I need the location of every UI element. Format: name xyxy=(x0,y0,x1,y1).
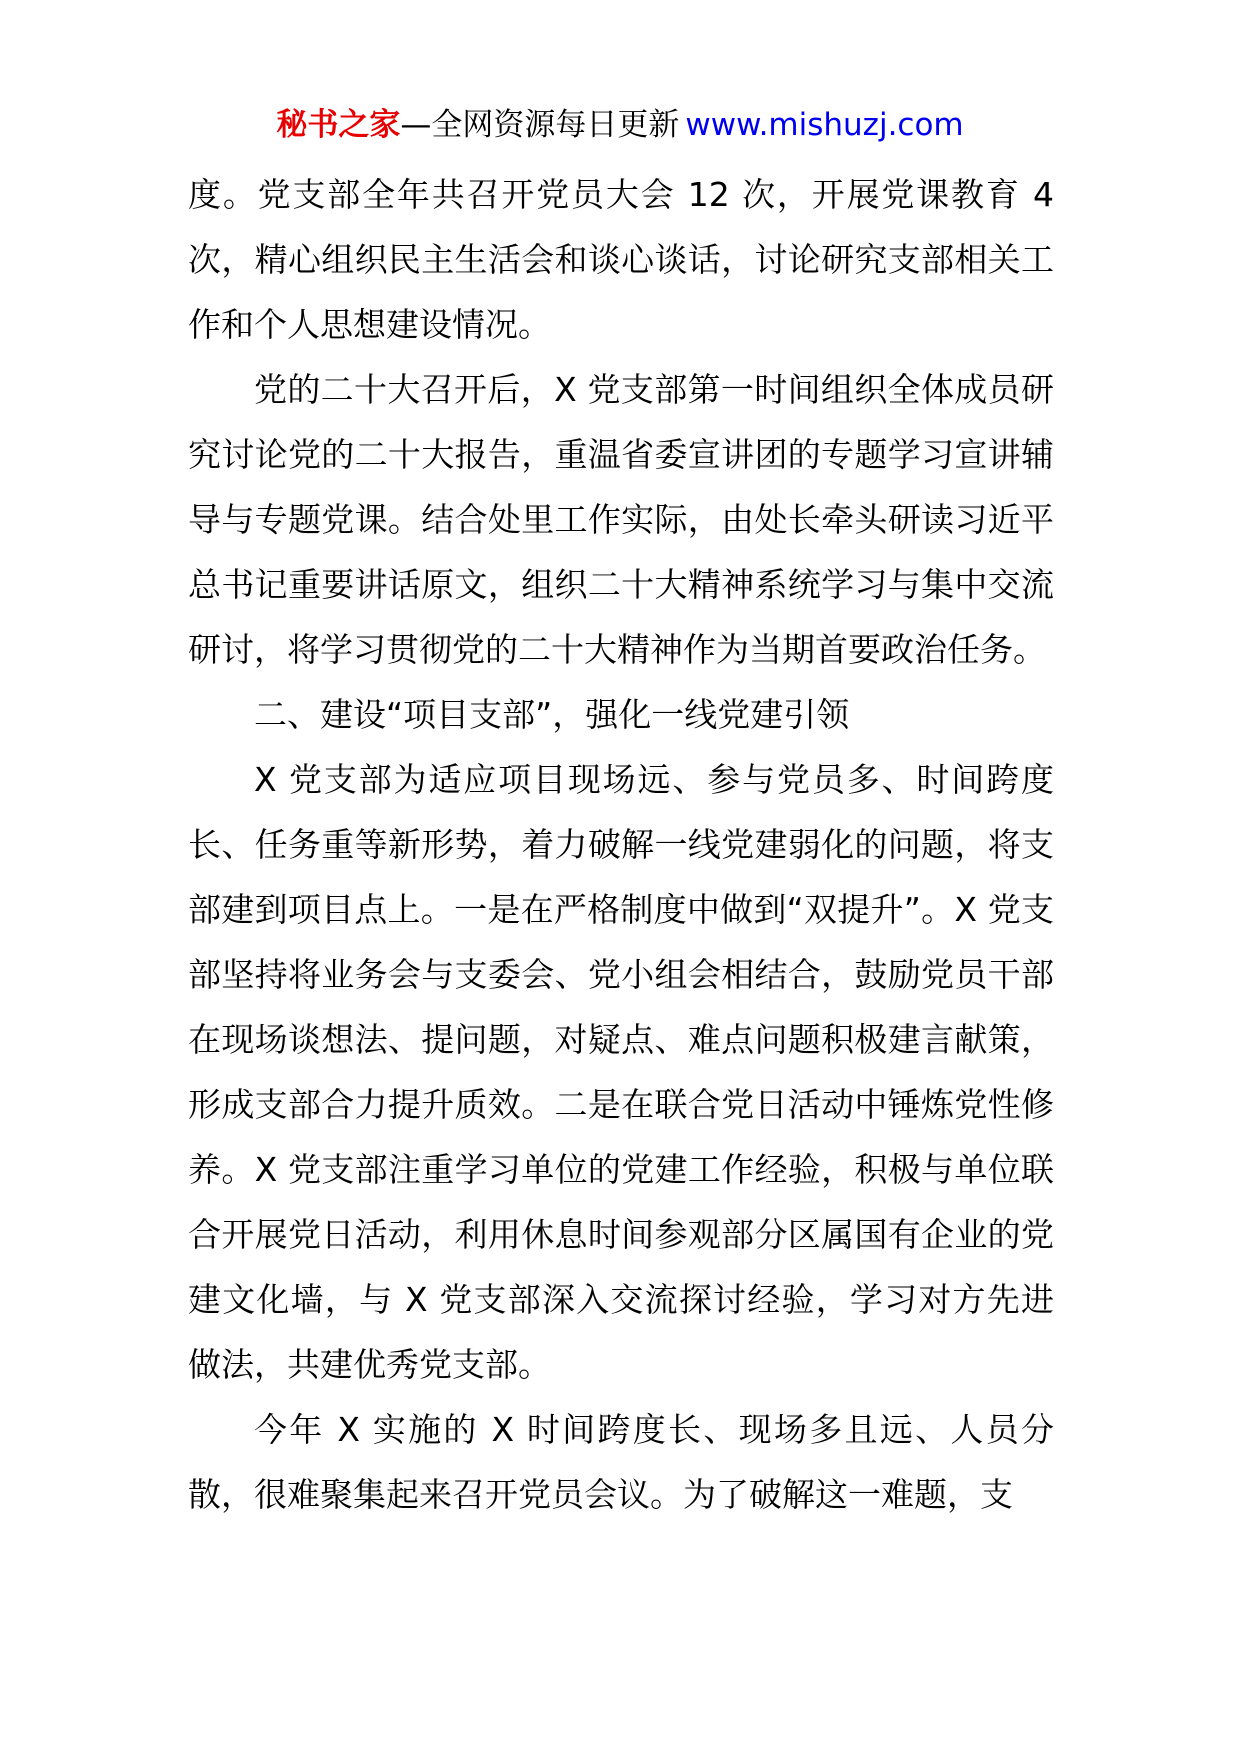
header-tagline: —全网资源每日更新 xyxy=(400,107,680,143)
paragraph: 党的二十大召开后，X 党支部第一时间组织全体成员研究讨论党的二十大报告，重温省委宣讲团的专题学习宣讲辅导与专题党课。结合处里工作实际，由处长牵头研读习近平总书记重要讲话原文，组织二十大精神系统学习与集中交流研讨，将学习贯彻党的二十大精神作为当期首要政治任务。 xyxy=(188,370,1054,669)
document-body xyxy=(188,162,1054,1527)
page-header xyxy=(0,100,1240,150)
paragraph: 今年 X 实施的 X 时间跨度长、现场多且远、人员分散，很难聚集起来召开党员会议。为了破解这一难题，支 xyxy=(188,1410,1054,1514)
section-heading: 二、建设“项目支部”，强化一线党建引领 xyxy=(254,695,850,734)
paragraph: X 党支部为适应项目现场远、参与党员多、时间跨度长、任务重等新形势，着力破解一线党建弱化的问题，将支部建到项目点上。一是在严格制度中做到“双提升”。X 党支部坚持将业务会与支委会、党小组会相结合，鼓励党员干部在现场谈想法、提问题，对疑点、难点问题积极建言献策，形成支部合力提升质效。二是在联合党日活动中锤炼党性修养。X 党支部注重学习单位的党建工作经验，积极与单位联合开展党日活动，利用休息时间参观部分区属国有企业的党建文化墙，与 X 党支部深入交流探讨经验，学习对方先进做法，共建优秀党支部。 xyxy=(188,760,1054,1384)
site-url-link[interactable]: www.mishuzj.com xyxy=(685,107,964,143)
paragraph-continuation: 度。党支部全年共召开党员大会 12 次，开展党课教育 4 次，精心组织民主生活会和谈心谈话，讨论研究支部相关工作和个人思想建设情况。 xyxy=(188,175,1054,344)
brand-name: 秘书之家 xyxy=(276,107,401,143)
